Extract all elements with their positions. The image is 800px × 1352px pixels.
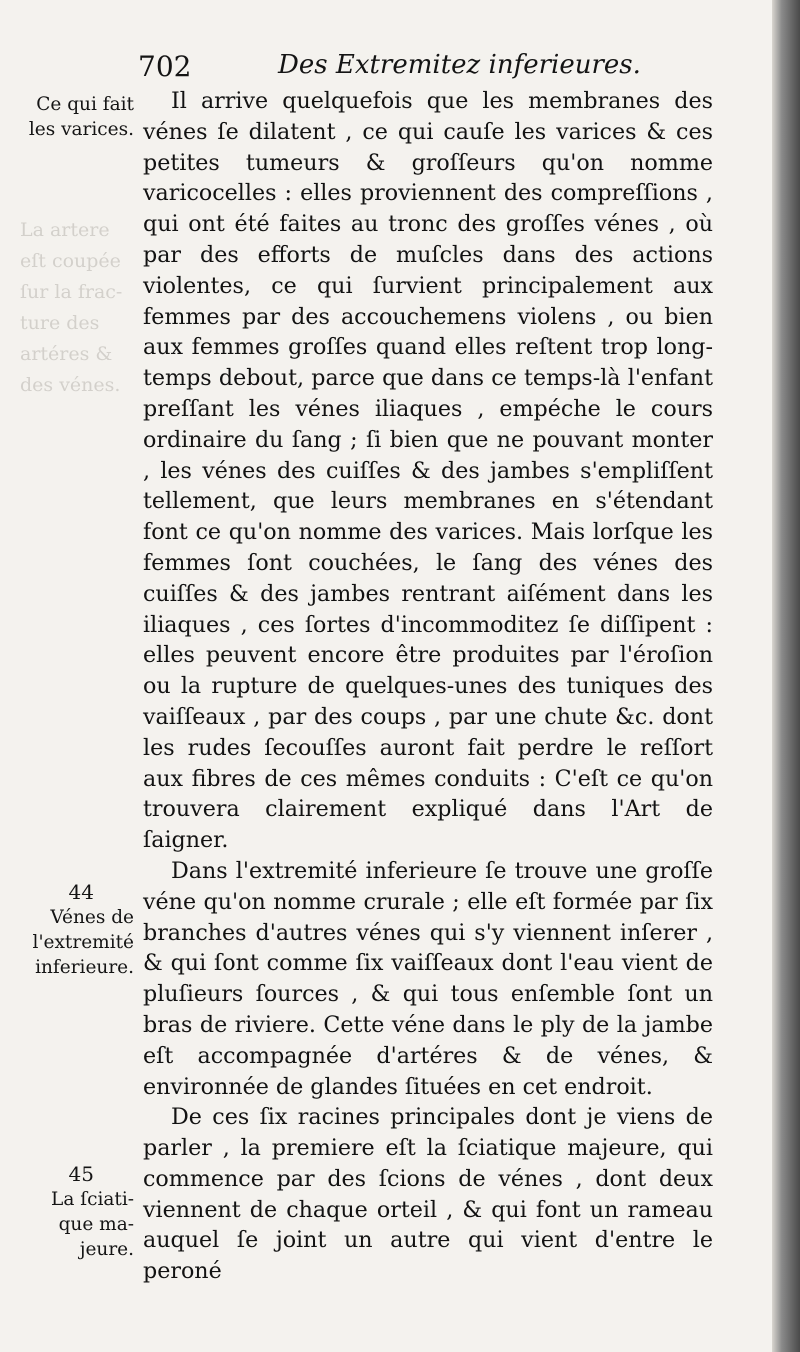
margin-note-44: 44 Vénes de l'extremité inferieure. — [14, 880, 134, 980]
page-header — [138, 44, 758, 84]
paragraph: Dans l'extremité inferieure ſe trouve une groſſe véne qu'on nomme crurale ; elle eſt formée par ſix branches d'autres vénes qui s'y viennent inſerer , & qui ſont comme ſix vaiſſeaux dont l'eau vient de pluſieurs ſources , & qui tous enſemble ſont un bras de riviere. Cette véne dans le ply de la jambe eſt accompagnée d'artéres & de vénes, & environnée de glandes ſituées en cet endroit. — [143, 857, 713, 1100]
note-number: 45 — [68, 1162, 94, 1186]
paragraph: De ces ſix racines principales dont je viens de parler , la premiere eſt la ſciatique majeure, qui commence par des ſcions de vénes , dont deux viennent de chaque orteil , & qui font un rameau auquel ſe joint un autre qui vient d'entre le peroné — [143, 1104, 713, 1285]
bleed-through-text: La artere eſt coupée ſur la frac- ture des artéres & des vénes. — [20, 219, 123, 396]
paragraph: Il arrive quelquefois que les membranes des vénes ſe dilatent , ce qui cauſe les varices & ces petites tumeurs & groſſeurs qu'on nomme varicocelles : elles proviennent des compreſſions , qui ont été faites au tronc des groſſes vénes , où par des efforts de muſcles dans des actions violentes, ce qui ſurvient principalement aux femmes par des accouchemens violens , ou bien aux femmes groſſes quand elles reſtent trop long-temps debout, parce que dans ce temps-là l'enfant preſſant les vénes iliaques , empéche le cours ordinaire du ſang ; ſi bien que ne pouvant monter , les vénes des cuiſſes & des jambes s'empliſſent tellement, que leurs membranes en s'étendant font ce qu'on nomme des varices. Mais lorſque les femmes ſont couchées, le ſang des vénes des cuiſſes & des jambes rentrant aiſément dans les iliaques , ces ſortes d'incommoditez ſe diſſipent : elles peuvent encore être produites par l'éroſion ou la rupture de quelques-unes des tuniques des vaiſſeaux , par des coups , par une chute &c. dont les rudes ſecouſſes auront fait perdre le reſſort aux fibres de ces mêmes conduits : C'eſt ce qu'on trouvera clairement expliqué dans l'Art de ſaigner. — [143, 88, 713, 854]
running-title: Des Extremitez inferieures. — [278, 50, 641, 80]
page-number: 702 — [138, 50, 192, 83]
page-gutter-shadow — [772, 0, 800, 1352]
note-number: 44 — [68, 880, 94, 904]
margin-note-45: 45 La ſciati- que ma- jeure. — [14, 1162, 134, 1262]
margin-note-varices: Ce qui fait les varices. — [28, 94, 134, 140]
body-text — [143, 86, 713, 1287]
